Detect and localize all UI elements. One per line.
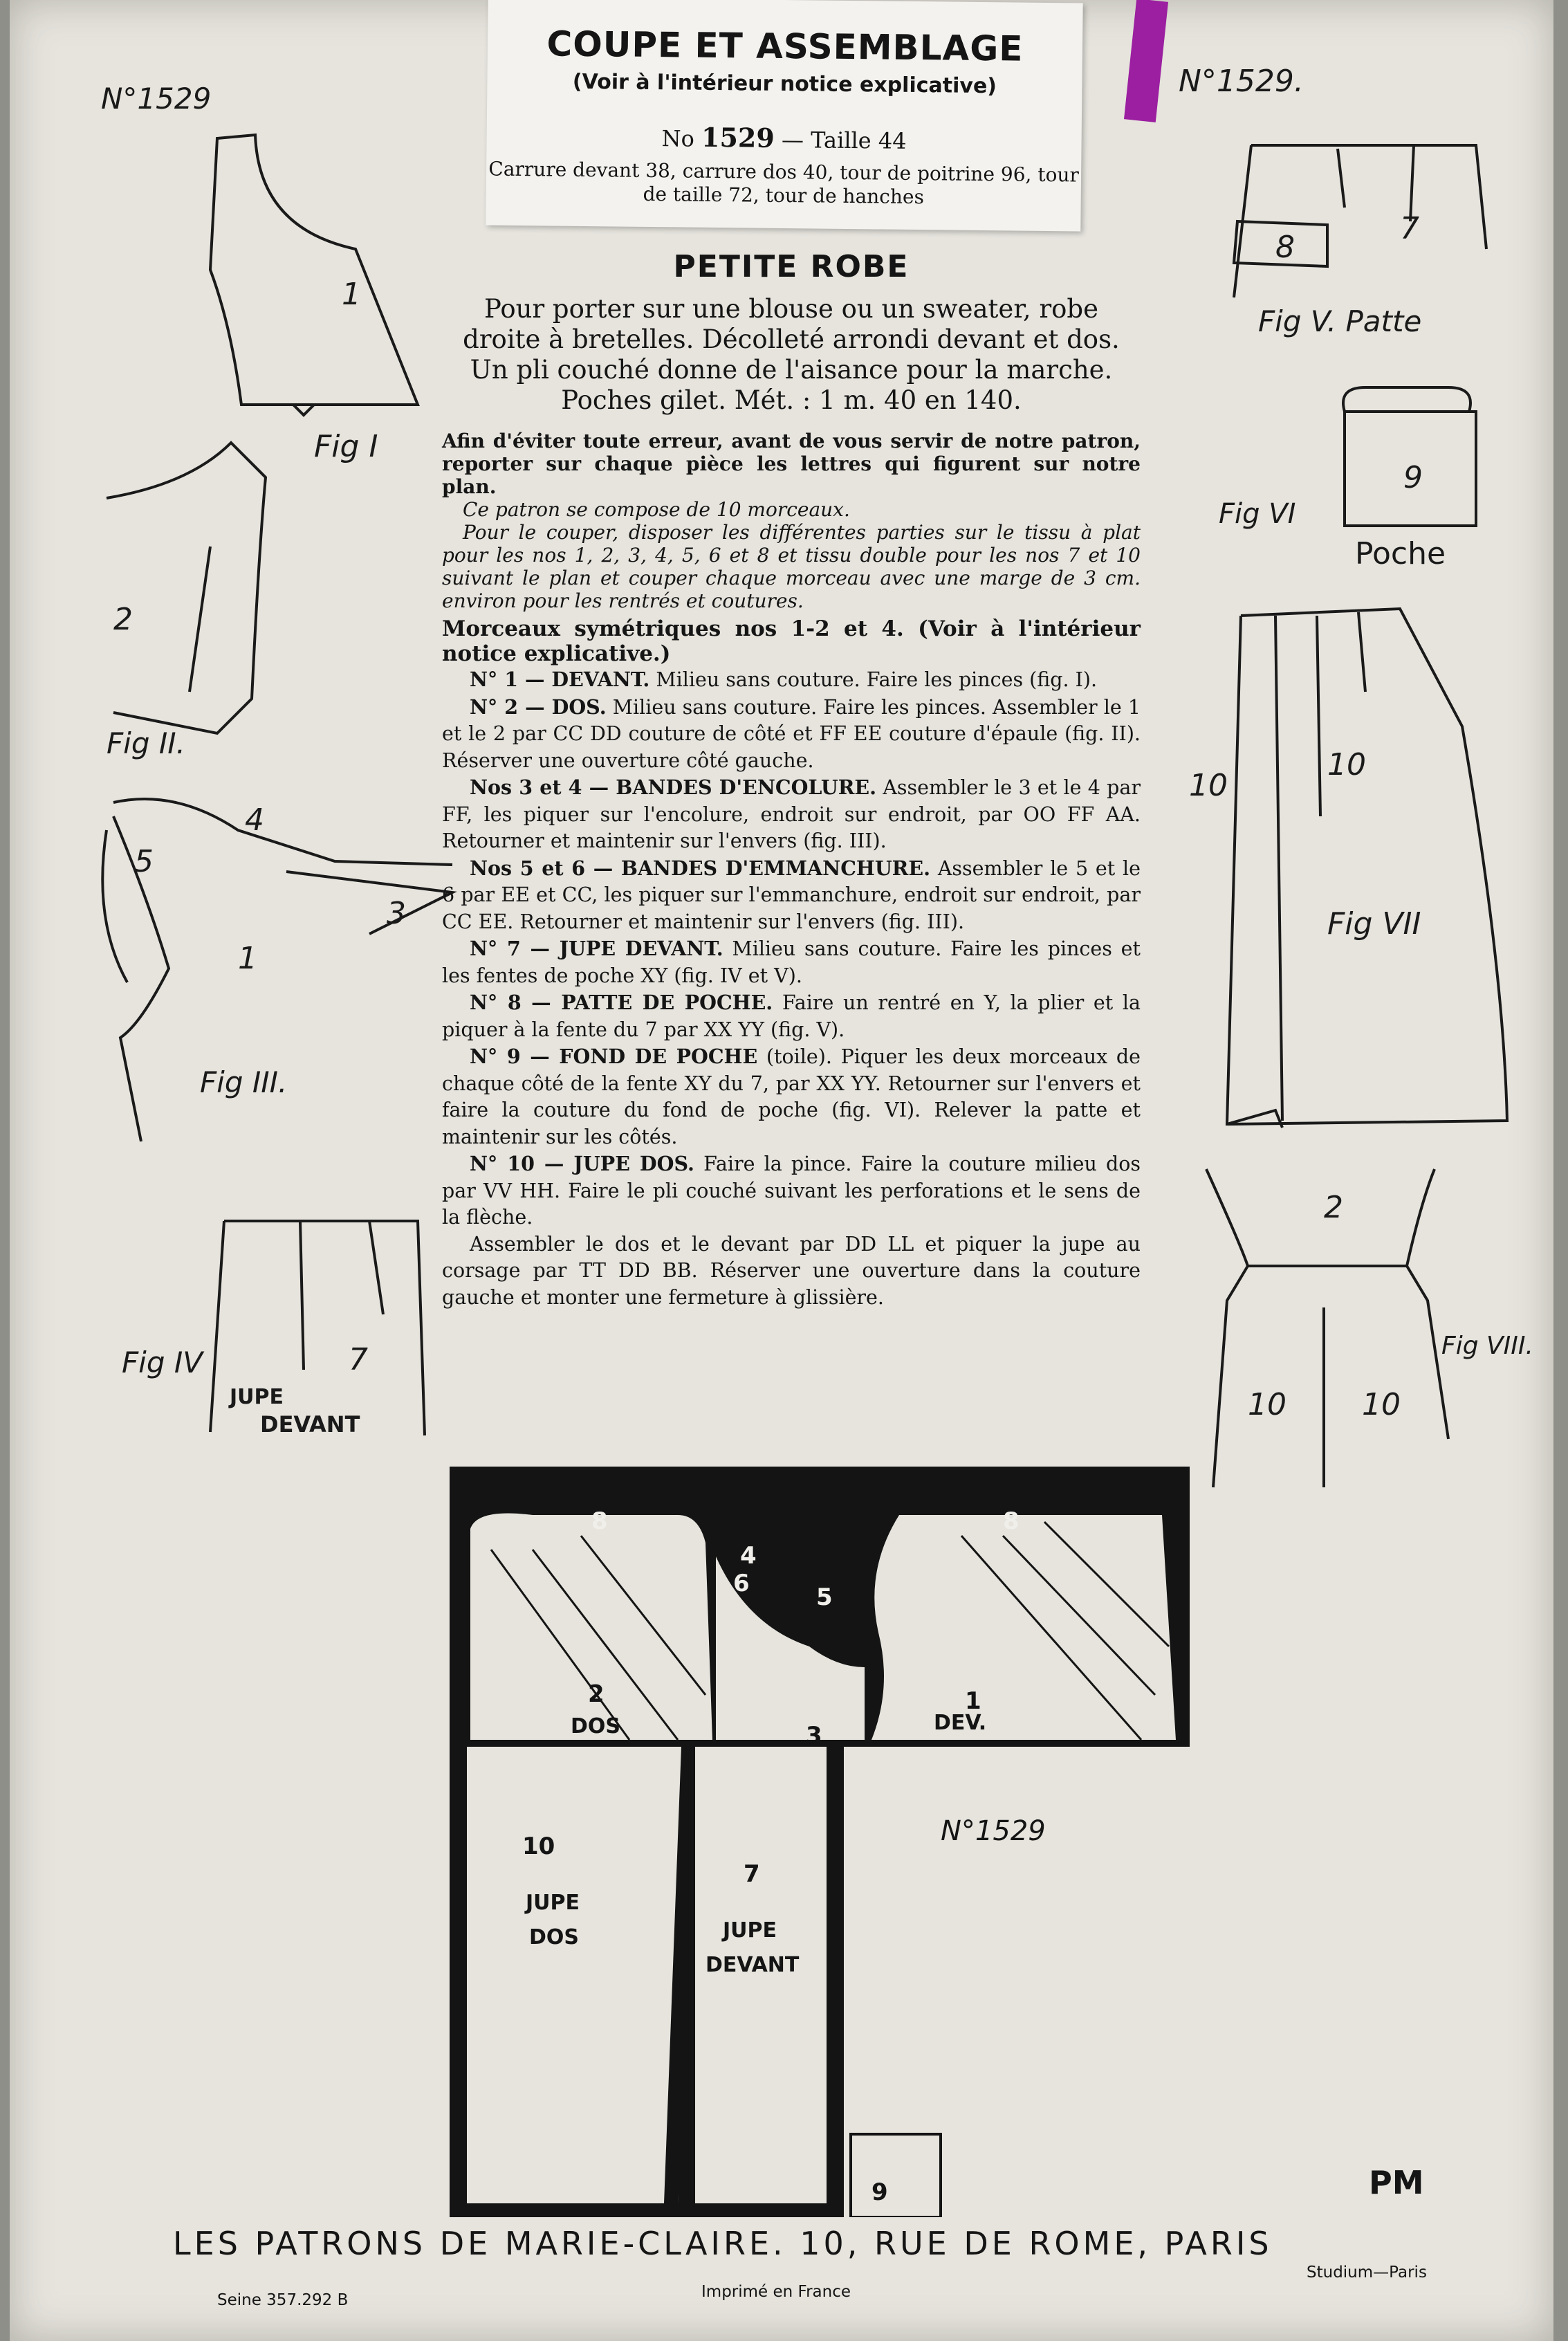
fig4-label: Fig IV [122,1346,203,1379]
poche-label: Poche [1355,536,1446,571]
steps [442,666,1141,1311]
symmetric-pieces: Morceaux symétriques nos 1-2 et 4. (Voir à l'intérieur notice explicative.) [442,616,1141,666]
fig2-label: Fig II. [107,726,185,760]
step-1: N° 1 — DEVANT. Milieu sans couture. Faire les pinces (fig. I). [470,668,1098,691]
warning-note: Afin d'éviter toute erreur, avant de vous servir de notre patron, reporter sur chaque pièce les lettres qui figurent sur notre plan. [442,430,1141,498]
fig4-piece-7: 7 [349,1342,368,1377]
plan-jupe-devant-2: DEVANT [705,1953,800,1977]
studio-credit: Studium—Paris [1307,2264,1427,2282]
fig1-label: Fig I [314,429,378,464]
header-title: COUPE ET ASSEMBLAGE [546,24,1024,69]
plan-piece-10: 10 [522,1833,555,1860]
plan-dev-label: DEV. [934,1711,987,1735]
fig8-piece-10a: 10 [1248,1387,1286,1422]
step-3: Nos 3 et 4 — BANDES D'ENCOLURE. Assembler le 3 et le 4 par FF, les piquer sur l'encolure, endroit sur endroit, par OO FF AA. Retourner et maintenir sur l'envers (fig. III). [442,775,1141,852]
fig5-piece-7: 7 [1400,211,1419,246]
pieces-count: Ce patron se compose de 10 morceaux. [463,498,850,521]
step-4: Nos 5 et 6 — BANDES D'EMMANCHURE. Assembler le 5 et le 6 par EE et CC, les piquer sur l'emmanchure, endroit sur endroit, par CC EE. Retourner et maintenir sur l'envers (fig. III). [442,856,1141,933]
plan-piece-7: 7 [744,1860,760,1888]
plan-piece-8a: 8 [591,1507,608,1535]
pattern-size: — Taille 44 [781,126,907,154]
pattern-envelope [10,0,1553,2341]
fig5-label: Fig V. Patte [1258,304,1422,338]
plan-piece-9: 9 [871,2178,888,2206]
plan-piece-2: 2 [588,1680,605,1708]
fig7-piece-10b: 10 [1327,747,1366,782]
header-subtitle: (Voir à l'intérieur notice explicative) [572,69,997,99]
fig1-piece-number: 1 [342,277,361,312]
dress-title: PETITE ROBE [673,249,910,284]
step-5: N° 7 — JUPE DEVANT. Milieu sans couture. Faire les pinces et les fentes de poche XY (fig. IV et V). [442,937,1141,987]
printed-in: Imprimé en France [701,2283,851,2301]
plan-dos-label: DOS [571,1714,621,1738]
fig4-devant: DEVANT [260,1411,360,1438]
plan-piece-6: 6 [733,1570,750,1597]
fig8-label: Fig VIII. [1441,1332,1533,1360]
step-9: Assembler le dos et le devant par DD LL et piquer la jupe au corsage par TT DD BB. Réserver une ouverture dans la couture gauche et monter une fermeture à glissière. [442,1232,1141,1309]
pattern-number: 1529 [701,121,775,154]
fig3-piece-4: 4 [245,802,264,838]
fig3-piece-1: 1 [238,941,257,976]
plan-jupe-devant-1: JUPE [723,1918,777,1943]
fig7-piece-10a: 10 [1189,768,1228,803]
cutting-plan [450,1467,1190,2217]
plan-jupe-dos-2: DOS [529,1925,580,1949]
plan-number: N°1529 [941,1815,1046,1847]
step-2: N° 2 — DOS. Milieu sans couture. Faire les pinces. Assembler le 1 et le 2 par CC DD couture de côté et FF EE couture d'épaule (fig. II). Réserver une ouverture côté gauche. [442,695,1141,772]
instructions [442,249,1141,1311]
fig4-jupe: JUPE [230,1385,284,1409]
fig8-piece-2: 2 [1324,1190,1343,1225]
fig5-piece-8: 8 [1275,230,1295,265]
plan-piece-1: 1 [965,1687,981,1715]
plan-piece-5: 5 [816,1583,833,1611]
hand-number-left: N°1529 [101,82,212,116]
register-number: Seine 357.292 B [217,2291,349,2309]
publisher-line: LES PATRONS DE MARIE-CLAIRE. 10, RUE DE ROME, PARIS [173,2225,1273,2262]
pm-logo: PM [1369,2164,1424,2201]
fig3-piece-5: 5 [134,844,154,879]
fig8-piece-10b: 10 [1362,1387,1401,1422]
measurements: Carrure devant 38, carrure dos 40, tour de poitrine 96, tour de taille 72, tour de hanches [488,157,1080,209]
plan-piece-4: 4 [740,1542,757,1570]
step-6: N° 8 — PATTE DE POCHE. Faire un rentré en Y, la plier et la piquer à la fente du 7 par XX YY (fig. V). [442,991,1141,1041]
step-7: N° 9 — FOND DE POCHE (toile). Piquer les deux morceaux de chaque côté de la fente XY du 7, par XX YY. Retourner sur l'envers et faire la couture du fond de poche (fig. VI). Relever la patte et maintenir sur les côtés. [442,1045,1141,1148]
fig7-label: Fig VII [1327,906,1421,942]
dress-intro: Pour porter sur une blouse ou un sweater, robe droite à bretelles. Décolleté arrondi devant et dos. Un pli couché donne de l'aisance pour la marche. Poches gilet. Mét. : 1 m. 40 en 140. [463,294,1120,415]
plan-piece-3: 3 [806,1722,822,1750]
step-8: N° 10 — JUPE DOS. Faire la pince. Faire la couture milieu dos par VV HH. Faire le pli couché suivant les perforations et le sens de la flèche. [442,1152,1141,1229]
plan-jupe-dos-1: JUPE [526,1891,580,1915]
fig2-piece-number: 2 [113,602,133,637]
plan-piece-8b: 8 [1003,1507,1020,1535]
cutting-note: Pour le couper, disposer les différentes parties sur le tissu à plat pour les nos 1, 2, 3, 4, 5, 6 et 8 et tissu double pour les nos 7 et 10 suivant le plan et couper chaque morceau avec une marge de 3 cm. environ pour les rentrés et coutures. [442,521,1141,612]
hand-number-right: N°1529. [1179,64,1304,99]
number-label: No [661,125,695,152]
fig3-label: Fig III. [200,1065,288,1099]
fig6-piece-9: 9 [1403,460,1423,495]
fig3-piece-3: 3 [387,896,406,931]
fig6-label: Fig VI [1219,498,1296,530]
